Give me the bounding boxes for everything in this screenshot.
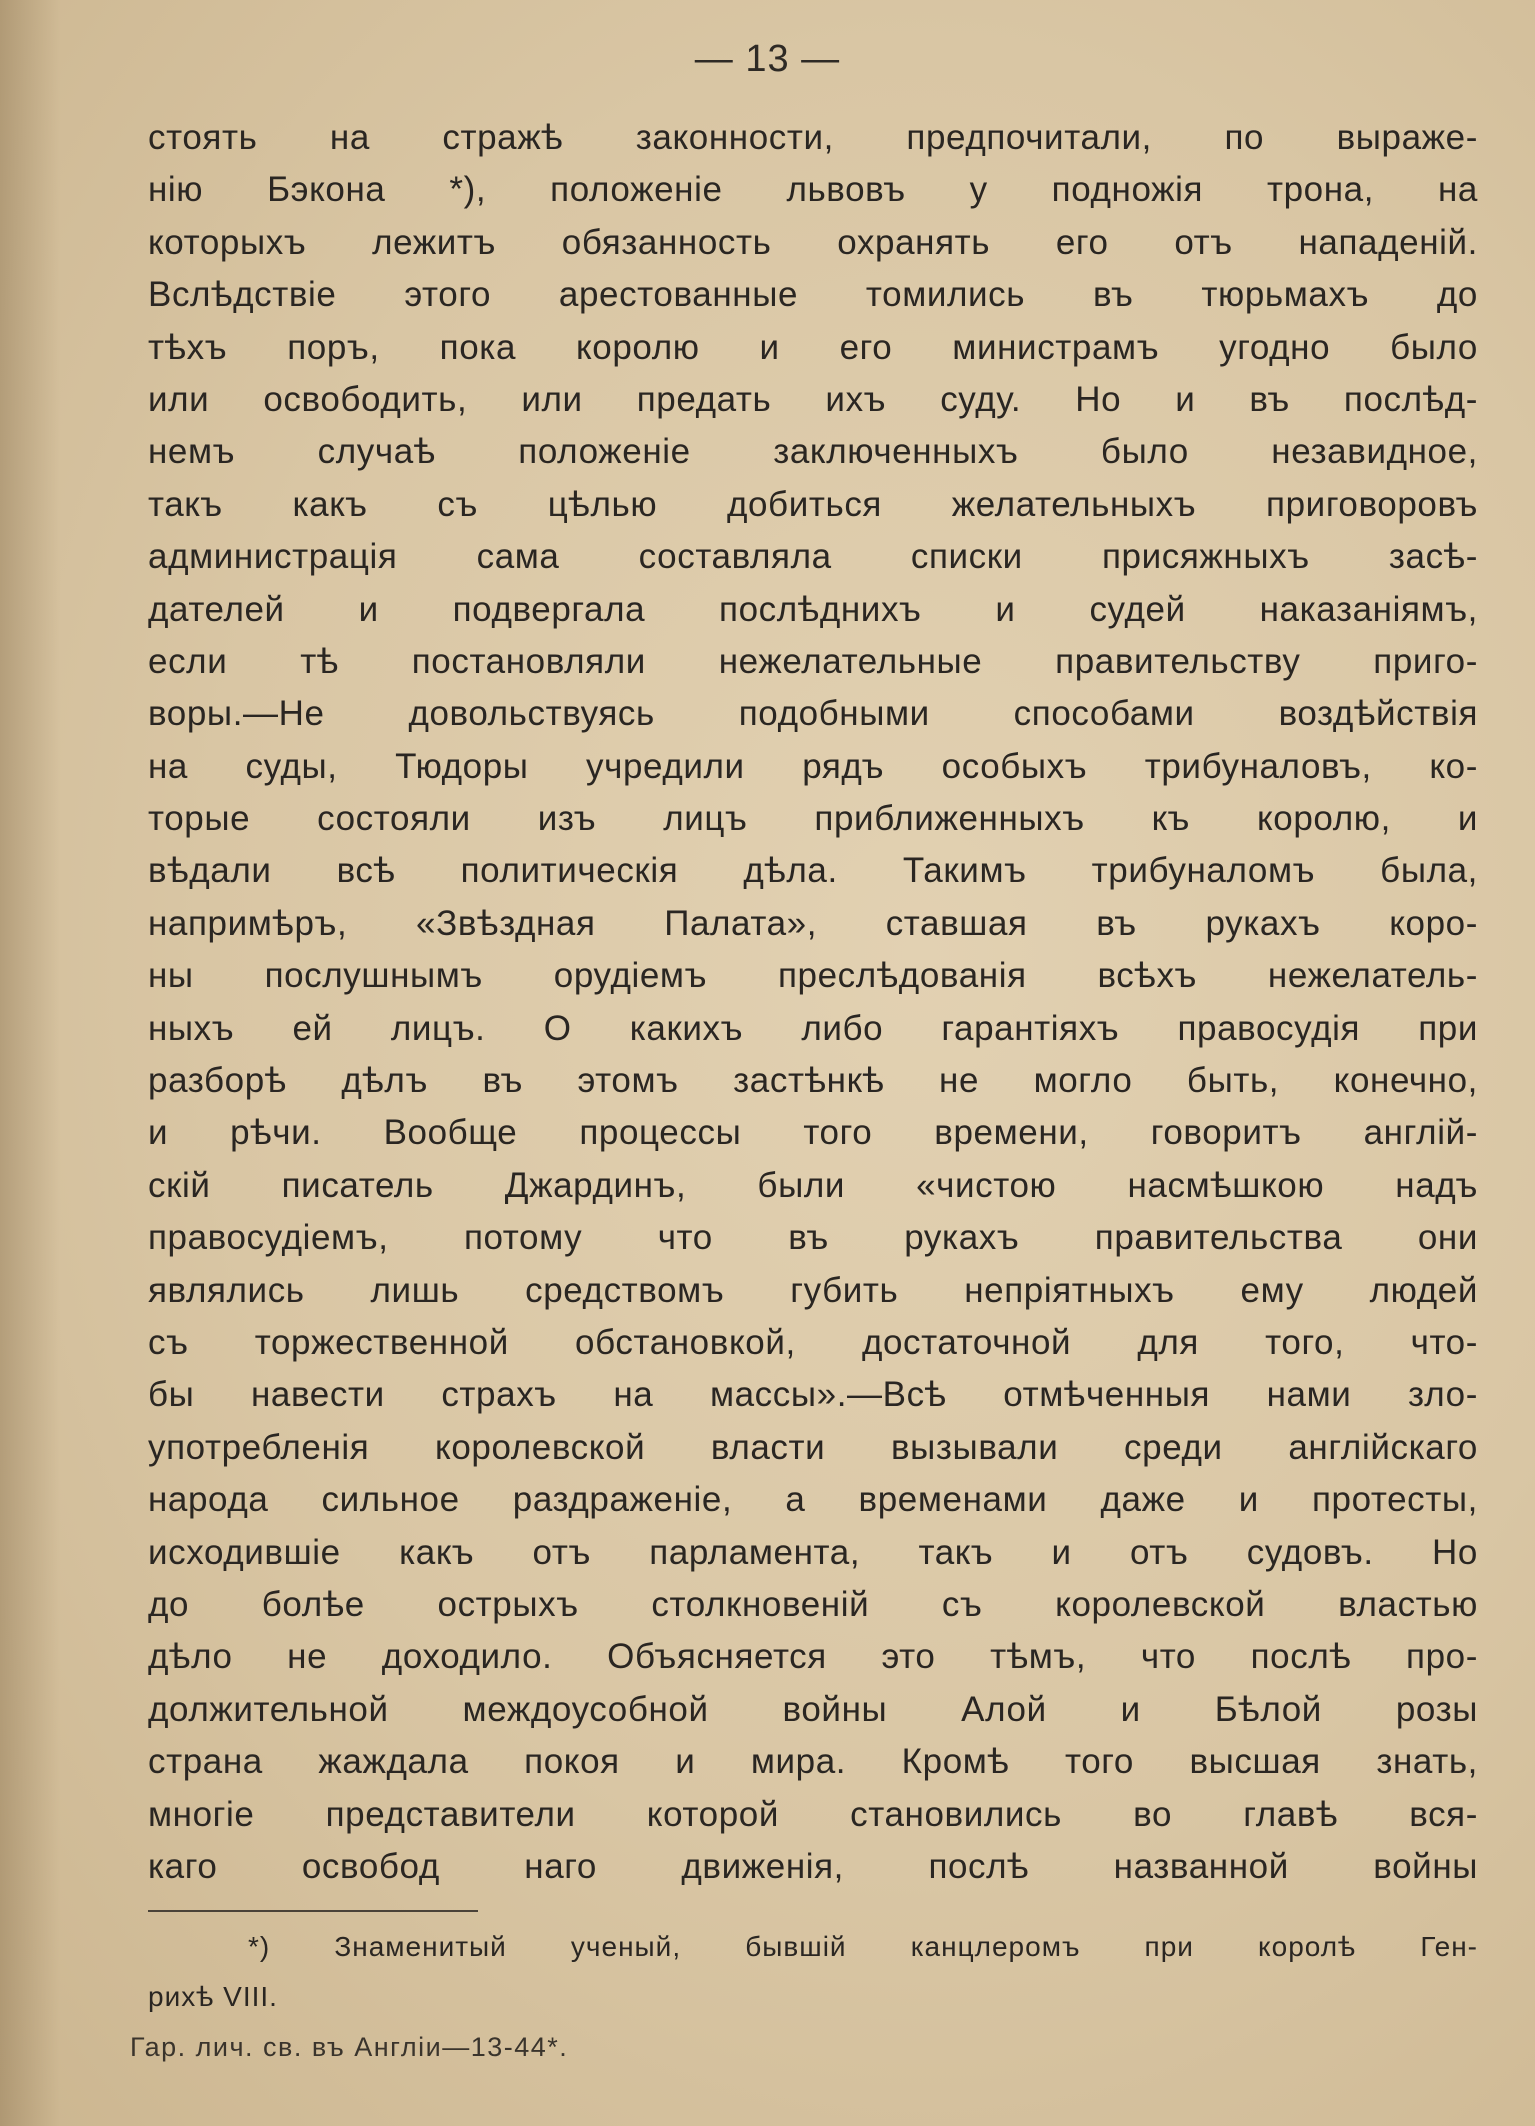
text-line: ныхъ ей лицъ. О какихъ либо гарантіяхъ правосудія при [148, 1008, 1478, 1048]
footnote-divider [148, 1910, 478, 1912]
text-line: страна жаждала покоя и мира. Кромѣ того высшая знать, [148, 1742, 1478, 1782]
text-line: которыхъ лежитъ обязанность охранять его отъ нападеній. [148, 222, 1478, 262]
text-line: стоять на стражѣ законности, предпочитали, по выраже- [148, 118, 1478, 157]
text-line: правосудіемъ, потому что въ рукахъ правительства они [148, 1218, 1478, 1258]
text-line: тѣхъ поръ, пока королю и его министрамъ угодно было [148, 327, 1478, 367]
text-line: скій писатель Джардинъ, были «чистою насмѣшкою надъ [148, 1165, 1478, 1205]
text-line: употребленія королевской власти вызывали среди англійскаго [148, 1427, 1478, 1467]
text-line: бы навести страхъ на массы».—Всѣ отмѣченныя нами зло- [148, 1375, 1478, 1415]
text-line: воры.—Не довольствуясь подобными способами воздѣйствія [148, 694, 1478, 734]
body-text [148, 112, 1478, 1893]
page-gutter-shadow [0, 0, 60, 2126]
text-line: должительной междоусобной войны Алой и Бѣлой розы [148, 1689, 1478, 1729]
printer-signature-mark: Гар. лич. св. въ Англіи—13-44*. [130, 2032, 569, 2062]
text-line: разборѣ дѣлъ въ этомъ застѣнкѣ не могло быть, конечно, [148, 1061, 1478, 1101]
text-line: такъ какъ съ цѣлью добиться желательныхъ приговоровъ [148, 484, 1478, 524]
text-line: народа сильное раздраженіе, а временами даже и протесты, [148, 1480, 1478, 1520]
text-line: на суды, Тюдоры учредили рядъ особыхъ трибуналовъ, ко- [148, 746, 1478, 786]
text-line: являлись лишь средствомъ губить непріятныхъ ему людей [148, 1270, 1478, 1310]
text-line: или освободить, или предать ихъ суду. Но и въ послѣд- [148, 379, 1478, 419]
text-line: немъ случаѣ положеніе заключенныхъ было незавидное, [148, 432, 1478, 472]
text-line: торые состояли изъ лицъ приближенныхъ къ королю, и [148, 799, 1478, 839]
text-line: до болѣе острыхъ столкновеній съ королевской властью [148, 1584, 1478, 1624]
text-line: напримѣръ, «Звѣздная Палата», ставшая въ рукахъ коро- [148, 903, 1478, 943]
footnote-line-1: *) Знаменитый ученый, бывшій канцлеромъ при королѣ Ген- [248, 1931, 1478, 1962]
footnote-line-2: рихѣ VIII. [148, 1981, 278, 2012]
text-line: ны послушнымъ орудіемъ преслѣдованія всѣхъ нежелатель- [148, 956, 1478, 996]
text-line: администрація сама составляла списки присяжныхъ засѣ- [148, 537, 1478, 577]
text-line: каго освобод наго движенія, послѣ названной войны [148, 1846, 1478, 1886]
text-line: съ торжественной обстановкой, достаточной для того, что- [148, 1322, 1478, 1362]
page-number: — 13 — [694, 38, 841, 80]
footnote [148, 1922, 1478, 2022]
text-line: нію Бэкона *), положеніе львовъ у подножія трона, на [148, 170, 1478, 210]
text-line: и рѣчи. Вообще процессы того времени, говоритъ англій- [148, 1113, 1478, 1153]
text-line: Вслѣдствіе этого арестованные томились въ тюрьмахъ до [148, 275, 1478, 315]
text-line: дателей и подвергала послѣднихъ и судей наказаніямъ, [148, 589, 1478, 629]
text-line: многіе представители которой становились во главѣ вся- [148, 1794, 1478, 1834]
text-line: если тѣ постановляли нежелательные правительству приго- [148, 641, 1478, 681]
text-line: исходившіе какъ отъ парламента, такъ и отъ судовъ. Но [148, 1532, 1478, 1572]
text-line: дѣло не доходило. Объясняется это тѣмъ, что послѣ про- [148, 1637, 1478, 1677]
text-line: вѣдали всѣ политическія дѣла. Такимъ трибуналомъ была, [148, 851, 1478, 891]
